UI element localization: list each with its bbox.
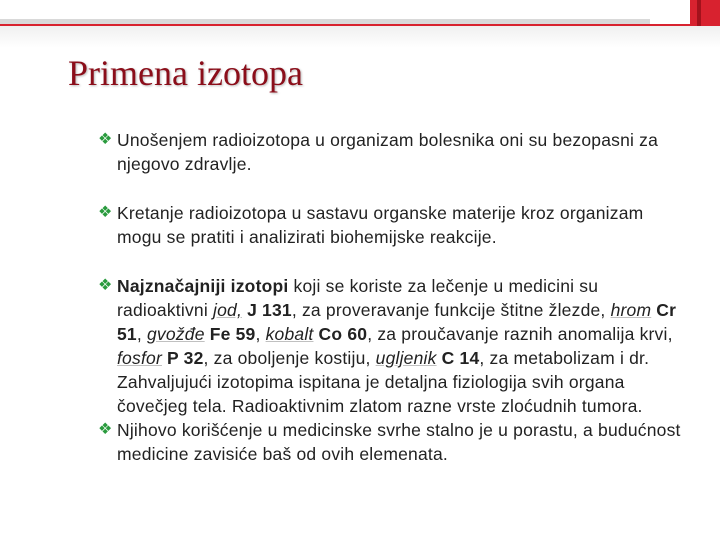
element-name: gvožđe: [147, 324, 205, 344]
bullet-item: [98, 418, 688, 466]
bullet-text: Unošenjem radioizotopa u organizam bolesnika oni su bezopasni za njegovo zdravlje.: [117, 130, 659, 174]
slide-content: [98, 128, 688, 466]
diamond-bullet-icon: ❖: [98, 421, 113, 438]
element-name: ugljenik: [375, 348, 437, 368]
bullet-text: Kretanje radioizotopa u sastavu organske materije kroz organizam mogu se pratiti i analizirati biohemijske reakcije.: [117, 203, 644, 247]
bullet-item: [98, 128, 688, 176]
bullet-lead: Najznačajniji izotopi: [117, 276, 289, 296]
isotope-symbol: P 32: [167, 348, 204, 368]
isotope-symbol: Co 60: [318, 324, 368, 344]
element-name: kobalt: [265, 324, 314, 344]
diamond-bullet-icon: ❖: [98, 277, 113, 294]
isotope-symbol: Fe 59: [209, 324, 256, 344]
bullet-text: , za oboljenje kostiju,: [203, 348, 376, 368]
bullet-text: ,: [136, 324, 147, 344]
isotope-symbol: C 14: [441, 348, 480, 368]
bullet-text: ,: [255, 324, 266, 344]
isotope-symbol: J 131: [247, 300, 292, 320]
diamond-bullet-icon: ❖: [98, 204, 113, 221]
isotope-symbol: Cr 51: [117, 300, 677, 344]
bullet-item: [98, 201, 688, 249]
slide-title: Primena izotopa: [68, 53, 303, 93]
element-name: jod,: [212, 300, 242, 320]
bullet-text: Njihovo korišćenje u medicinske svrhe stalno je u porastu, a budućnost medicine zavisiće baš od ovih elemenata.: [117, 420, 681, 464]
element-name: hrom: [610, 300, 652, 320]
bullet-item: [98, 274, 688, 418]
header-shadow: [0, 26, 720, 48]
header-red-dark-stripe: [697, 0, 701, 26]
element-name: fosfor: [117, 348, 162, 368]
bullet-text: , za proveravanje funkcije štitne žlezde,: [291, 300, 611, 320]
bullet-text: koji se koriste za lečenje u medicini su radioaktivni: [117, 276, 599, 320]
slide-header-bar: [0, 0, 720, 26]
bullet-text: , za proučavanje raznih anomalija krvi,: [367, 324, 673, 344]
bullet-text: , za metabolizam i dr. Zahvaljujući izotopima ispitana je detaljna fiziologija svih organa čovečjeg tela. Radioaktivnim zlatom razne vrste zloćudnih tumora.: [117, 348, 650, 416]
header-red-block: [690, 0, 720, 26]
diamond-bullet-icon: ❖: [98, 131, 113, 148]
